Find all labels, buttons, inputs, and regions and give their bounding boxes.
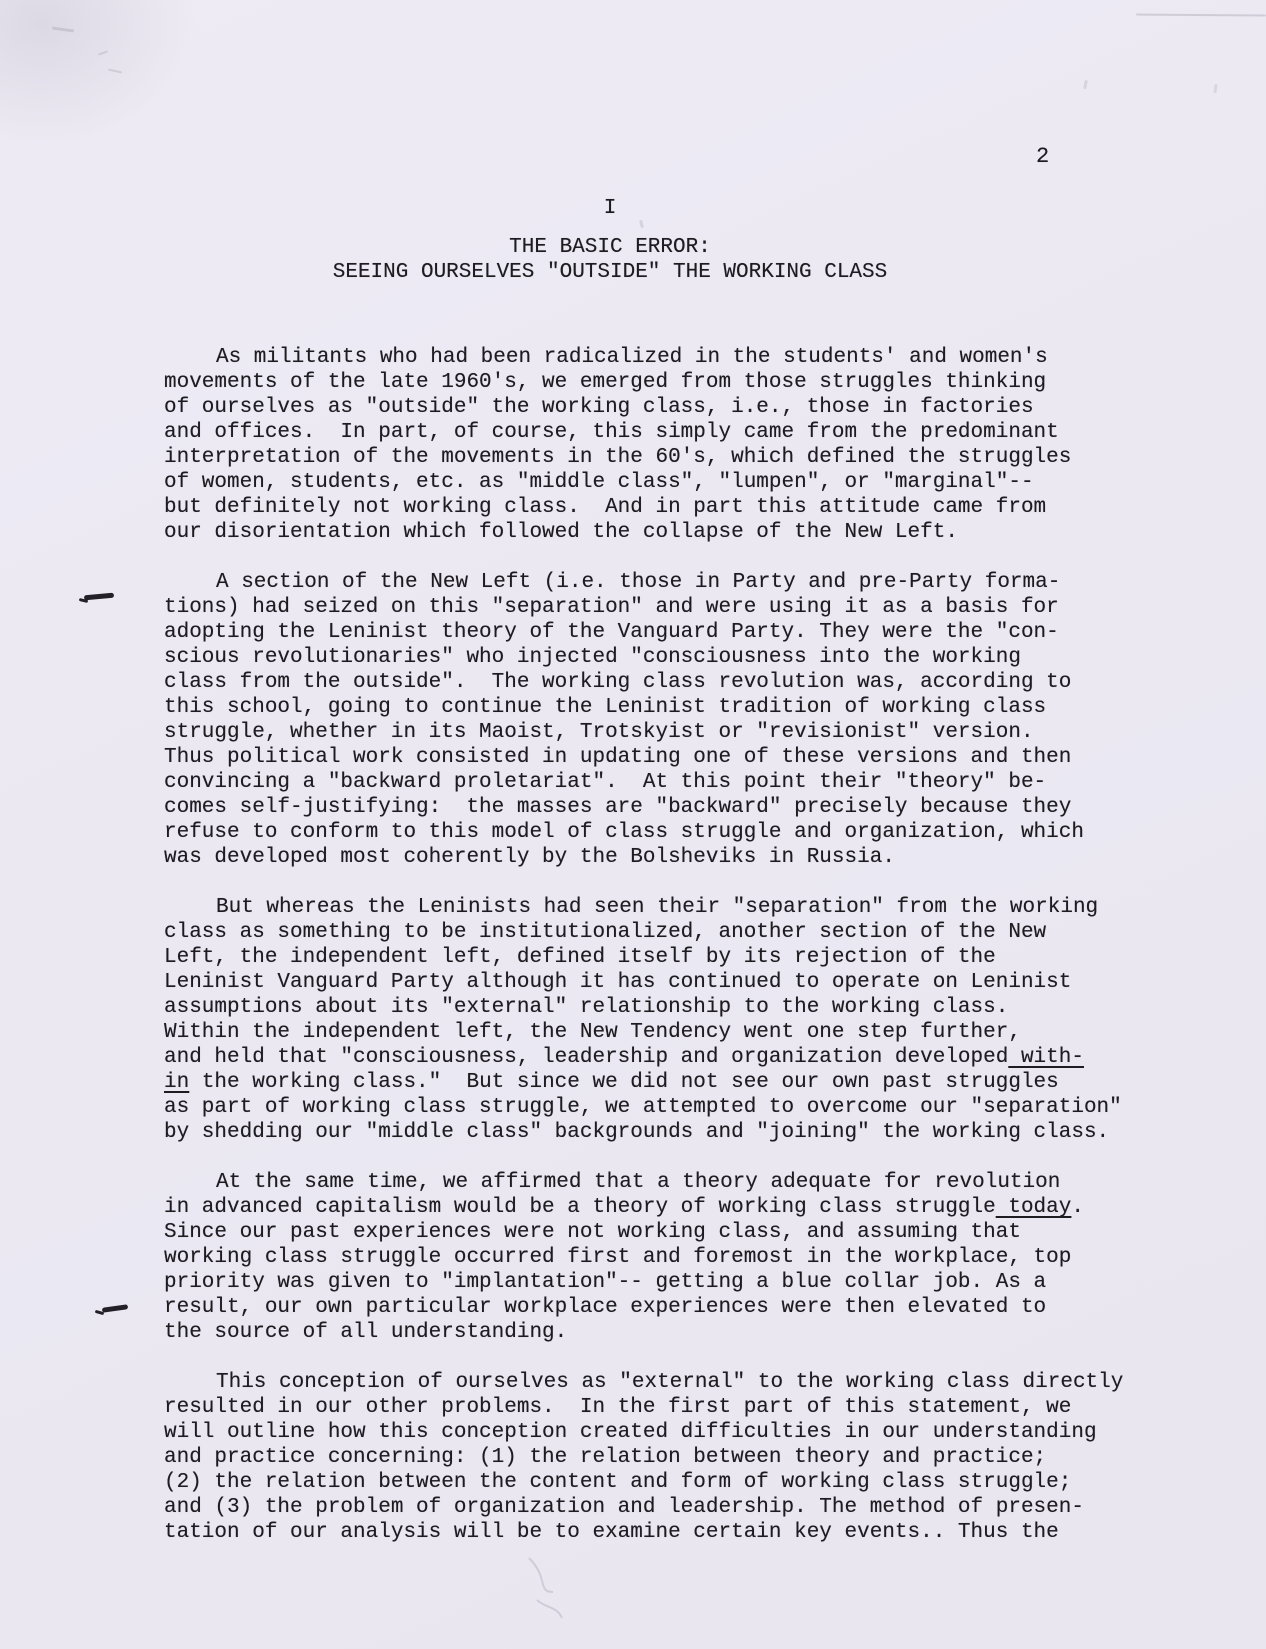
text-line: Leninist Vanguard Party although it has continued to operate on Leninist xyxy=(164,971,1072,994)
text-line: But whereas the Leninists had seen their "separation" from the working xyxy=(216,896,1099,919)
page-number: 2 xyxy=(1036,144,1050,169)
text-line: Since our past experiences were not working class, and assuming that xyxy=(164,1221,1021,1244)
text-line: priority was given to "implantation"-- getting a blue collar job. As a xyxy=(164,1271,1047,1294)
text-line: of ourselves as "outside" the working class, i.e., those in factories xyxy=(164,396,1034,419)
text-line: At the same time, we affirmed that a theory adequate for revolution xyxy=(216,1171,1061,1194)
text-line: scious revolutionaries" who injected "consciousness into the working xyxy=(164,646,1021,669)
paragraph xyxy=(164,570,1123,870)
scan-speck xyxy=(1083,80,1088,89)
text-line: interpretation of the movements in the 60's, which defined the struggles xyxy=(164,446,1072,469)
text-line: adopting the Leninist theory of the Vanguard Party. They were the "con- xyxy=(164,621,1059,644)
text-line: tions) had seized on this "separation" and were using it as a basis for xyxy=(164,596,1059,619)
text-line: comes self-justifying: the masses are "backward" precisely because they xyxy=(164,796,1072,819)
text-line: the source of all understanding. xyxy=(164,1321,568,1344)
paragraph xyxy=(164,1370,1123,1545)
document-title-line2: SEEING OURSELVES "OUTSIDE" THE WORKING CLASS xyxy=(332,261,888,284)
margin-ink-dash xyxy=(102,1304,128,1313)
text-line: and offices. In part, of course, this simply came from the predominant xyxy=(164,421,1059,444)
scan-speck xyxy=(1213,84,1217,93)
text-line: in the working class." But since we did not see our own past struggles xyxy=(164,1071,1059,1094)
text-line: this school, going to continue the Leninist tradition of working class xyxy=(164,696,1047,719)
document-header xyxy=(0,196,1220,285)
paragraph xyxy=(164,345,1123,545)
text-line: class from the outside". The working class revolution was, according to xyxy=(164,671,1072,694)
text-line: A section of the New Left (i.e. those in Party and pre-Party forma- xyxy=(216,571,1061,594)
text-line: tation of our analysis will be to examine certain key events.. Thus the xyxy=(164,1521,1059,1544)
scan-line-top-right xyxy=(1136,14,1266,17)
document-body xyxy=(164,345,1123,1570)
text-line: assumptions about its "external" relationship to the working class. xyxy=(164,996,1009,1019)
text-line: by shedding our "middle class" backgrounds and "joining" the working class. xyxy=(164,1121,1110,1144)
document-title-line1: THE BASIC ERROR: xyxy=(509,236,711,259)
margin-ink-dash xyxy=(84,593,114,601)
text-line: class as something to be institutionalized, another section of the New xyxy=(164,921,1047,944)
text-line: movements of the late 1960's, we emerged from those struggles thinking xyxy=(164,371,1047,394)
text-line: Thus political work consisted in updating one of these versions and then xyxy=(164,746,1072,769)
text-line: in advanced capitalism would be a theory of working class struggle today. xyxy=(164,1196,1084,1219)
text-line: As militants who had been radicalized in the students' and women's xyxy=(216,346,1048,369)
text-line: as part of working class struggle, we attempted to overcome our "separation" xyxy=(164,1096,1122,1119)
pencil-mark-top-left xyxy=(98,50,108,55)
text-line: was developed most coherently by the Bolsheviks in Russia. xyxy=(164,846,895,869)
text-line: convincing a "backward proletariat". At this point their "theory" be- xyxy=(164,771,1047,794)
text-line: This conception of ourselves as "external" to the working class directly xyxy=(216,1371,1124,1394)
text-line: and practice concerning: (1) the relation between theory and practice; xyxy=(164,1446,1047,1469)
section-numeral: I xyxy=(603,197,617,220)
pencil-mark-top-left xyxy=(108,69,122,74)
text-line: (2) the relation between the content and form of working class struggle; xyxy=(164,1471,1072,1494)
text-line: Left, the independent left, defined itself by its rejection of the xyxy=(164,946,996,969)
text-line: Within the independent left, the New Tendency went one step further, xyxy=(164,1021,1021,1044)
text-line: of women, students, etc. as "middle class", "lumpen", or "marginal"-- xyxy=(164,471,1034,494)
text-line: result, our own particular workplace experiences were then elevated to xyxy=(164,1296,1047,1319)
text-line: but definitely not working class. And in part this attitude came from xyxy=(164,496,1047,519)
paragraph xyxy=(164,895,1123,1145)
text-line: our disorientation which followed the collapse of the New Left. xyxy=(164,521,958,544)
text-line: and (3) the problem of organization and leadership. The method of presen- xyxy=(164,1496,1084,1519)
pencil-mark-top-left xyxy=(52,26,74,32)
text-line: working class struggle occurred first and foremost in the workplace, top xyxy=(164,1246,1072,1269)
text-line: will outline how this conception created difficulties in our understanding xyxy=(164,1421,1097,1444)
text-line: refuse to conform to this model of class struggle and organization, which xyxy=(164,821,1084,844)
paragraph xyxy=(164,1170,1123,1345)
text-line: resulted in our other problems. In the first part of this statement, we xyxy=(164,1396,1072,1419)
text-line: struggle, whether in its Maoist, Trotskyist or "revisionist" version. xyxy=(164,721,1034,744)
text-line: and held that "consciousness, leadership and organization developed with- xyxy=(164,1046,1084,1069)
